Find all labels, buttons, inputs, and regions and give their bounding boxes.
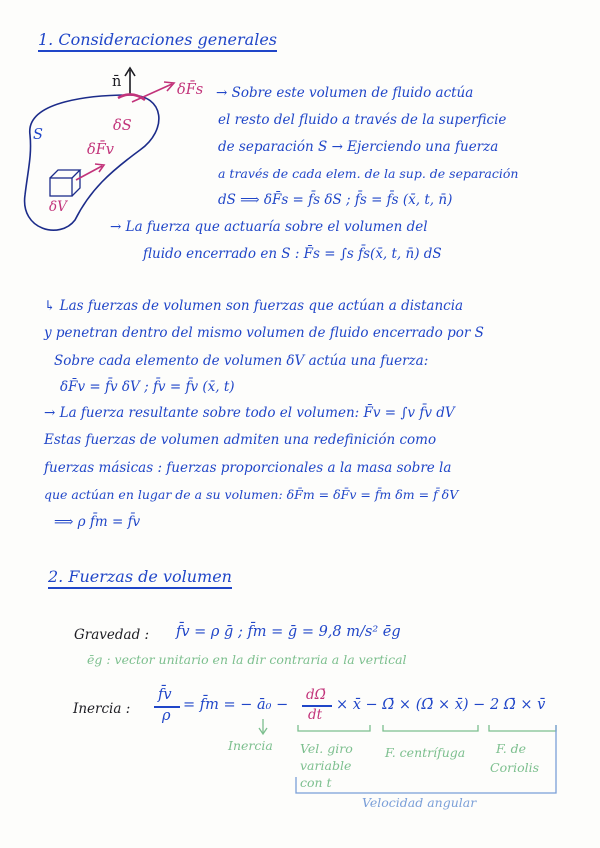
label-dV: δV bbox=[49, 199, 67, 215]
label-dFv: δF̄v bbox=[87, 142, 114, 158]
paragraph-line: y penetran dentro del mismo volumen de fluido encerrado por S bbox=[44, 325, 484, 341]
annotation-coriolis: Coriolis bbox=[490, 760, 539, 775]
label-dFs: δF̄s bbox=[177, 82, 204, 98]
bracket-coriolis bbox=[489, 725, 556, 731]
text-line: → La fuerza que actuaría sobre el volumen del bbox=[110, 219, 428, 235]
section-1-title: 1. Consideraciones generales bbox=[38, 30, 277, 52]
text-line: → Sobre este volumen de fluido actúa bbox=[216, 85, 474, 101]
gravedad-note: ēg : vector unitario en la dir contraria a la vertical bbox=[87, 652, 407, 667]
paragraph-line: ⟹ ρ f̄m = f̄v bbox=[54, 514, 141, 530]
label-dS: δS bbox=[113, 118, 132, 134]
inercia-formula-b: × x̄ − Ω̄ × (Ω̄ × x̄) − 2 Ω̄ × v̄ bbox=[336, 697, 546, 713]
annotation-coriolis: F. de bbox=[496, 741, 527, 756]
gravedad-formula: f̄v = ρ ḡ ; f̄m = ḡ = 9,8 m/s² ēg bbox=[176, 624, 401, 640]
label-normal: n̄ bbox=[112, 74, 122, 90]
text-line: el resto del fluido a través de la superficie bbox=[218, 112, 507, 128]
surface-force-arrow bbox=[132, 84, 172, 102]
text-line: fluido encerrado en S : F̄s = ∫s f̄s(x̄, t, n̄) dS bbox=[143, 246, 442, 262]
paragraph-line: Sobre cada elemento de volumen δV actúa una fuerza: bbox=[54, 353, 429, 369]
text-line: a través de cada elem. de la sup. de separación bbox=[218, 166, 519, 181]
annotation-vel-giro: variable bbox=[300, 758, 352, 773]
paragraph-line: → La fuerza resultante sobre todo el volumen: F̄v = ∫v f̄v dV bbox=[44, 405, 455, 421]
gravedad-label: Gravedad : bbox=[74, 627, 150, 643]
annotation-centrifuga: F. centrífuga bbox=[385, 745, 466, 760]
paragraph-line: Estas fuerzas de volumen admiten una redefinición como bbox=[44, 432, 437, 448]
inercia-lhs-numerator: f̄v bbox=[158, 687, 172, 703]
bracket-vel-giro bbox=[298, 725, 370, 731]
fluid-region-outline bbox=[25, 95, 159, 230]
paragraph-line: que actúan en lugar de a su volumen: δF̄m = δF̄v = f̄m δm = f̄ δV bbox=[44, 487, 459, 502]
annotation-inercia: Inercia bbox=[228, 738, 273, 753]
inercia-frac-denominator: dt bbox=[308, 707, 323, 723]
paragraph-line: δF̄v = f̄v δV ; f̄v = f̄v (x̄, t) bbox=[60, 379, 235, 395]
paragraph-line: ↳ Las fuerzas de volumen son fuerzas que actúan a distancia bbox=[44, 298, 464, 314]
inercia-formula-a: = f̄m = − ā₀ − bbox=[183, 697, 289, 713]
label-S: S bbox=[33, 127, 43, 143]
surface-element-patch bbox=[118, 94, 145, 100]
text-line: dS ⟹ δF̄s = f̄s δS ; f̄s = f̄s (x̄, t, n̄) bbox=[218, 192, 453, 208]
annotation-vel-giro: Vel. giro bbox=[300, 741, 353, 756]
text-line: de separación S → Ejerciendo una fuerza bbox=[218, 139, 499, 155]
section-2-title: 2. Fuerzas de volumen bbox=[48, 567, 232, 589]
paragraph-line: fuerzas másicas : fuerzas proporcionales a la masa sobre la bbox=[44, 460, 452, 476]
inercia-frac-numerator: dΩ̄ bbox=[306, 687, 326, 703]
inercia-label: Inercia : bbox=[73, 701, 131, 717]
bracket-centrifuga bbox=[383, 725, 478, 731]
volume-element-cube bbox=[50, 170, 80, 196]
inercia-lhs-denominator: ρ bbox=[162, 708, 171, 724]
annotation-vel-giro: con t bbox=[300, 775, 332, 790]
annotation-velocidad-angular: Velocidad angular bbox=[362, 795, 477, 810]
